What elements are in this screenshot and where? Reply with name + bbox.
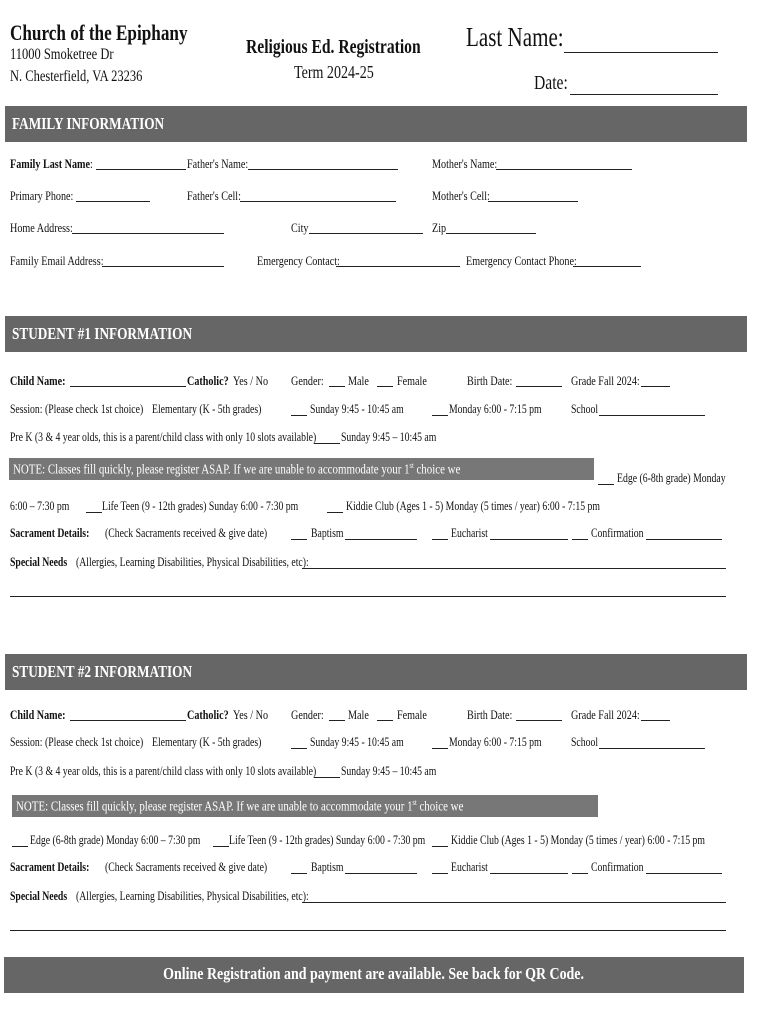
student2-male-label: Male (348, 707, 369, 722)
student2-grade-field[interactable] (641, 720, 670, 721)
primary-phone-field[interactable] (76, 201, 150, 202)
student2-sunday-check[interactable] (291, 748, 307, 749)
student2-school-label: School (571, 735, 599, 749)
student1-catholic-label: Catholic? (187, 373, 229, 388)
student1-gender-label: Gender: (291, 373, 324, 388)
student1-prek-check[interactable] (314, 443, 340, 444)
student1-lifeteen-label: Life Teen (9 - 12th grades) Sunday 6:00 - 7:30 pm (102, 499, 299, 513)
student2-child-name-field[interactable] (70, 720, 186, 721)
family-section-header: FAMILY INFORMATION (5, 106, 747, 142)
student2-prek-check[interactable] (314, 777, 340, 778)
student1-note-banner: NOTE: Classes fill quickly, please register ASAP. If we are unable to accommodate your 1st choice we will contact you. (9, 458, 594, 480)
student1-baptism-check[interactable] (291, 539, 307, 540)
student2-baptism-date[interactable] (345, 873, 417, 874)
student1-prek-time: Sunday 9:45 – 10:45 am (341, 430, 437, 444)
student1-eucharist-check[interactable] (432, 539, 448, 540)
student1-monday-label: Monday 6:00 - 7:15 pm (449, 402, 542, 416)
zip-field[interactable] (446, 233, 536, 234)
emergency-contact-field[interactable] (336, 266, 460, 267)
student1-grade-label: Grade Fall 2024: (571, 373, 640, 388)
student2-kiddie-label: Kiddie Club (Ages 1 - 5) Monday (5 times / year) 6:00 - 7:15 pm (451, 833, 706, 847)
emergency-contact-label: Emergency Contact: (257, 253, 340, 268)
mothers-name-label: Mother's Name: (432, 156, 498, 171)
family-last-name-field[interactable] (96, 169, 186, 170)
student2-sacrament-label: Sacrament Details: (10, 860, 90, 874)
student1-sunday-check[interactable] (291, 415, 307, 416)
student1-male-check[interactable] (329, 386, 345, 387)
student2-female-check[interactable] (377, 720, 393, 721)
last-name-label: Last Name: (466, 22, 564, 52)
student2-grade-label: Grade Fall 2024: (571, 707, 640, 722)
student1-eucharist-date[interactable] (490, 539, 568, 540)
student2-monday-label: Monday 6:00 - 7:15 pm (449, 735, 542, 749)
student2-yes-no[interactable]: Yes / No (233, 707, 269, 722)
primary-phone-label: Primary Phone: (10, 188, 74, 203)
city-label: City (291, 220, 309, 235)
student2-sunday-label: Sunday 9:45 - 10:45 am (310, 735, 404, 749)
student1-female-check[interactable] (377, 386, 393, 387)
student2-confirmation-check[interactable] (572, 873, 588, 874)
student2-lifeteen-label: Life Teen (9 - 12th grades) Sunday 6:00 - 7:30 pm (229, 833, 426, 847)
student2-section-header: STUDENT #2 INFORMATION (5, 654, 747, 690)
student2-eucharist-date[interactable] (490, 873, 568, 874)
student2-male-check[interactable] (329, 720, 345, 721)
emergency-phone-label: Emergency Contact Phone: (466, 253, 577, 268)
student2-prek-label: Pre K (3 & 4 year olds, this is a parent/child class with only 10 slots available) (10, 764, 317, 778)
student2-eucharist-check[interactable] (432, 873, 448, 874)
city-field[interactable] (309, 233, 423, 234)
student1-edge-label: Edge (6-8th grade) Monday (617, 471, 726, 485)
student2-special-needs-line2[interactable] (10, 930, 726, 931)
student2-baptism-label: Baptism (311, 860, 344, 874)
student1-special-needs-hint: (Allergies, Learning Disabilities, Physical Disabilities, etc): (76, 555, 309, 569)
student1-baptism-label: Baptism (311, 526, 344, 540)
student2-kiddie-check[interactable] (432, 846, 448, 847)
student2-prek-time: Sunday 9:45 – 10:45 am (341, 764, 437, 778)
student1-eucharist-label: Eucharist (451, 526, 488, 540)
student1-lifeteen-check[interactable] (86, 512, 102, 513)
student2-monday-check[interactable] (432, 748, 448, 749)
zip-label: Zip (432, 220, 447, 235)
student1-sacrament-hint: (Check Sacraments received & give date) (105, 526, 268, 540)
student1-special-needs-label: Special Needs (10, 555, 68, 569)
fathers-name-field[interactable] (248, 169, 398, 170)
student2-session-label: Session: (Please check 1st choice) (10, 735, 144, 749)
student1-monday-check[interactable] (432, 415, 448, 416)
mothers-name-field[interactable] (496, 169, 632, 170)
student1-child-name-label: Child Name: (10, 373, 66, 388)
fathers-name-label: Father's Name: (187, 156, 249, 171)
student1-section-header: STUDENT #1 INFORMATION (5, 316, 747, 352)
student1-yes-no[interactable]: Yes / No (233, 373, 269, 388)
student2-note-banner: NOTE: Classes fill quickly, please register ASAP. If we are unable to accommodate your 1st choice we will contact you. (12, 795, 598, 817)
student1-birth-date-field[interactable] (516, 386, 562, 387)
student2-edge-label: Edge (6-8th grade) Monday 6:00 – 7:30 pm (30, 833, 201, 847)
last-name-line[interactable] (564, 52, 718, 53)
student2-female-label: Female (397, 707, 427, 722)
student1-child-name-field[interactable] (70, 386, 186, 387)
date-line[interactable] (570, 94, 718, 95)
student1-edge-check[interactable] (598, 484, 614, 485)
student2-school-field[interactable] (599, 748, 705, 749)
student2-gender-label: Gender: (291, 707, 324, 722)
student1-edge-time: 6:00 – 7:30 pm (10, 499, 70, 513)
student2-special-needs-hint: (Allergies, Learning Disabilities, Physical Disabilities, etc): (76, 889, 309, 903)
form-title: Religious Ed. Registration (246, 36, 421, 58)
emergency-phone-field[interactable] (573, 266, 641, 267)
student1-special-needs-line2[interactable] (10, 596, 726, 597)
student2-birth-date-field[interactable] (516, 720, 562, 721)
student2-edge-check[interactable] (12, 846, 28, 847)
student1-baptism-date[interactable] (345, 539, 417, 540)
student2-confirmation-label: Confirmation (591, 860, 644, 874)
student1-birth-date-label: Birth Date: (467, 373, 513, 388)
student1-sacrament-label: Sacrament Details: (10, 526, 90, 540)
footer-banner (4, 957, 744, 993)
student2-confirmation-date[interactable] (646, 873, 722, 874)
student2-baptism-check[interactable] (291, 873, 307, 874)
student1-special-needs-field[interactable] (302, 568, 726, 569)
student2-birth-date-label: Birth Date: (467, 707, 513, 722)
student1-school-field[interactable] (599, 415, 705, 416)
mothers-cell-label: Mother's Cell: (432, 188, 490, 203)
family-last-name-label: Family Last Name (10, 156, 90, 171)
student1-confirmation-check[interactable] (572, 539, 588, 540)
address-line-1: 11000 Smoketree Dr (10, 46, 114, 63)
student1-grade-field[interactable] (641, 386, 670, 387)
student1-school-label: School (571, 402, 599, 416)
student1-confirmation-date[interactable] (646, 539, 722, 540)
student1-female-label: Female (397, 373, 427, 388)
student2-special-needs-field[interactable] (302, 902, 726, 903)
family-email-label: Family Email Address: (10, 253, 104, 268)
student1-kiddie-label: Kiddie Club (Ages 1 - 5) Monday (5 times / year) 6:00 - 7:15 pm (346, 499, 601, 513)
home-address-label: Home Address: (10, 220, 73, 235)
fathers-cell-label: Father's Cell: (187, 188, 241, 203)
date-label: Date: (534, 72, 568, 94)
fathers-cell-field[interactable] (240, 201, 396, 202)
student2-catholic-label: Catholic? (187, 707, 229, 722)
term: Term 2024-25 (294, 62, 374, 82)
student1-elementary-label: Elementary (K - 5th grades) (152, 402, 262, 416)
student1-prek-label: Pre K (3 & 4 year olds, this is a parent/child class with only 10 slots available) (10, 430, 317, 444)
family-email-field[interactable] (102, 266, 224, 267)
student2-child-name-label: Child Name: (10, 707, 66, 722)
student1-session-label: Session: (Please check 1st choice) (10, 402, 144, 416)
student1-kiddie-check[interactable] (327, 512, 343, 513)
student1-confirmation-label: Confirmation (591, 526, 644, 540)
student2-special-needs-label: Special Needs (10, 889, 68, 903)
student1-sunday-label: Sunday 9:45 - 10:45 am (310, 402, 404, 416)
church-name: Church of the Epiphany (10, 20, 188, 45)
home-address-field[interactable] (72, 233, 224, 234)
student1-male-label: Male (348, 373, 369, 388)
footer-text: Online Registration and payment are available. See back for QR Code. (163, 964, 585, 983)
address-line-2: N. Chesterfield, VA 23236 (10, 68, 143, 85)
student2-lifeteen-check[interactable] (213, 846, 229, 847)
student2-elementary-label: Elementary (K - 5th grades) (152, 735, 262, 749)
mothers-cell-field[interactable] (488, 201, 578, 202)
student2-sacrament-hint: (Check Sacraments received & give date) (105, 860, 268, 874)
student2-eucharist-label: Eucharist (451, 860, 488, 874)
